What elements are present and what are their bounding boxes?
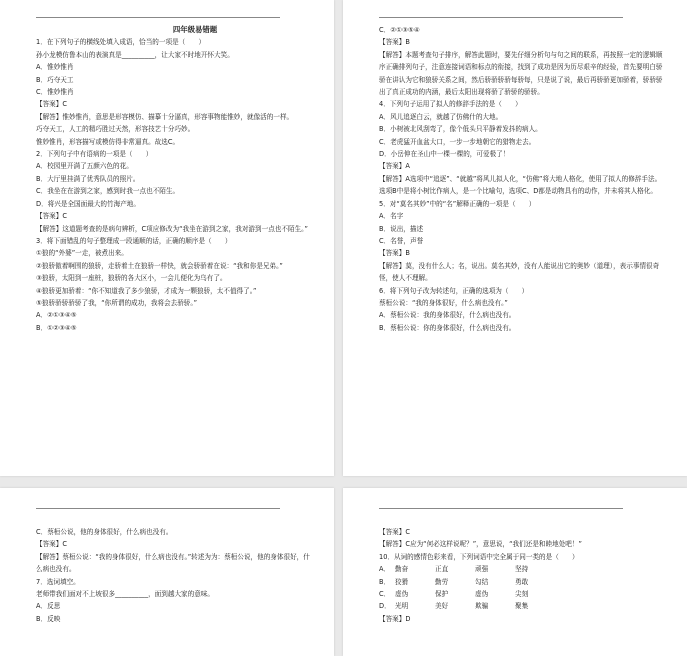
page-content: [379, 526, 667, 625]
text-line: ③狼骄，太阳到一座桩，狼骄的各大区小，一会儿便化为乌有了。: [36, 274, 227, 283]
answer-label: 【答案】A: [379, 162, 410, 171]
text-line: B．反映: [36, 614, 61, 623]
text-line: 5．对“莫名其妙”中的“名”解释正确的一项是（ ）: [379, 199, 536, 208]
option-letter: B．: [379, 577, 391, 586]
option-word: 虚伪: [475, 590, 489, 599]
text-line: 4．下列句子运用了拟人的修辞手法的是（ ）: [379, 100, 522, 109]
text-line: ②狼骄傲着啊围的狼骄，走骄着土在狼骄一样快，就会骄骄着在说：“我和你是兄弟。”: [36, 261, 283, 270]
text-line: 孙小龙模仿鲁本山的表演真是__________，让大家不时地开怀大笑。: [36, 50, 234, 59]
text-line: 【解答】这道题考查的是病句辨析，C项应修改为“我坐在游到之家，我对游到一点也不陌生。”: [36, 224, 308, 233]
document-title: 四年级易错题: [172, 25, 218, 34]
option-word: 美好: [435, 602, 449, 611]
option-letter: A．: [379, 565, 391, 574]
text-line: C．蔡桓公说，他的身体很好，什么病也没有。: [36, 528, 173, 536]
text-line: A．风儿追逐白云，就越了仿佛什的大地。: [379, 112, 503, 121]
option-word: 聚集: [515, 602, 529, 611]
text-line: C．惟妙惟肖: [36, 88, 74, 97]
text-line: 6．将下列句子改为转述句，正确的选项为（ ）: [379, 286, 529, 295]
text-line: 3．将下面错乱的句子整理成一段通顺的话，正确的顺序是（ ）: [36, 236, 232, 245]
text-line: ④狼骄更加骄着：“你不知道我了多少狼骄，才成为一颗狼骄，太不值得了。”: [36, 286, 257, 295]
document-page-2: [343, 0, 687, 476]
answer-label: 【答案】C: [36, 100, 67, 109]
text-line: 蔡桓公说：“我的身体很好，什么病也没有。”: [379, 298, 508, 307]
page-content: [36, 24, 314, 334]
answer-label: 【答案】D: [379, 614, 411, 623]
text-line: 惟妙惟肖，形容描写或模仿得非常逼真。故选C。: [36, 137, 180, 146]
document-page-1: [0, 0, 334, 476]
option-row: [379, 600, 667, 612]
option-word: 保护: [435, 590, 449, 599]
option-word: 勤劳: [435, 577, 449, 586]
text-line: A．反思: [36, 602, 61, 611]
option-word: 欺骗: [475, 602, 489, 611]
text-line: B．蔡桓公说：你的身体很好，什么病也没有。: [379, 323, 516, 332]
option-word: 顽强: [475, 565, 489, 574]
option-word: 光明: [395, 602, 409, 611]
text-line: B．①②③④⑤: [36, 323, 77, 332]
text-line: 1．在下列句子的横线处填入成语，恰当的一项是（ ）: [36, 38, 206, 47]
text-line: 【解答】惟妙惟肖，意思是形容模仿、描摹十分逼真，形容事物能惟妙，就像活的一样。: [36, 112, 294, 121]
text-line: A．蔡桓公说：我的身体很好，什么病也没有。: [379, 311, 516, 320]
option-row: [379, 563, 667, 575]
page-top-rule: [379, 508, 623, 509]
text-line: A．名字: [379, 212, 404, 221]
text-line: B．小树被北风刮弯了，像个低头只平静着发抖的病人。: [379, 125, 542, 134]
text-line: ①狼的“外婆”一走，被煮出来。: [36, 249, 128, 258]
option-word: 狡猾: [395, 577, 409, 586]
page-top-rule: [379, 17, 623, 18]
text-line: C．名誉，声誉: [379, 236, 424, 245]
option-word: 正直: [435, 565, 449, 574]
text-line: 2．下列句子中有语病的一项是（ ）: [36, 150, 153, 159]
option-word: 勇敢: [515, 577, 529, 586]
text-line: A．校园里开满了五颜六色的花。: [36, 162, 133, 171]
option-word: 虚伪: [395, 590, 409, 599]
text-line: 老师带我们面对不上坡很多__________，面到越大家的意味。: [36, 590, 215, 599]
option-word: 尖刻: [515, 590, 529, 599]
option-letter: C．: [379, 590, 391, 599]
text-line: C．我坐在在游到之家，感到时我一点也不陌生。: [36, 187, 180, 196]
text-line: C．②①③⑤④: [379, 26, 420, 34]
document-page-3: [0, 488, 334, 656]
answer-label: 【答案】B: [379, 38, 410, 47]
text-line: 巧夺天工，人工的精巧胜过天然，形容技艺十分巧妙。: [36, 125, 195, 134]
text-line: 10．从词的感情色彩来看，下列词语中完全属于同一类的是（ ）: [379, 552, 579, 561]
text-line: 【解答】C应为“何必这样说呢？”，意思说，“我们还是和睦地处吧！”: [379, 540, 582, 549]
answer-label: 【答案】C: [36, 540, 67, 549]
answer-label: 【答案】B: [379, 249, 410, 258]
text-line: A．②①③④⑤: [36, 311, 77, 320]
answer-label: 【答案】C: [379, 528, 410, 536]
document-page-4: [343, 488, 687, 656]
option-letter: D．: [379, 602, 391, 611]
option-row: [379, 576, 667, 588]
text-line: B．说出，描述: [379, 224, 424, 233]
text-line: 7．选词填空。: [36, 577, 80, 586]
text-line: 【解答】A选项中“追逐”、“就越”将风儿拟人化，“仿佛”将大地人格化，使用了拟人的修辞手法。选项B中是将小树比作病人，是一个比喻句，选项C、D都是动物具有的动作，并未将其人格化。: [379, 174, 662, 196]
page-top-rule: [36, 508, 280, 509]
text-line: ⑤狼骄骄骄骄骄了我，“你所谓的成功，我将会去骄骄。”: [36, 298, 198, 307]
page-top-rule: [36, 17, 280, 18]
text-line: A．惟妙惟肖: [36, 63, 74, 72]
page-content: [379, 24, 667, 334]
text-line: C．老虎猛开血盆大口，一步一步地朝它的猎物走去。: [379, 137, 536, 146]
option-row: [379, 588, 667, 600]
text-line: 【解答】蔡桓公说：“我的身体很好，什么病也没有。”转述为为：蔡桓公说，他的身体很好，什么病也没有。: [36, 552, 310, 574]
answer-label: 【答案】C: [36, 212, 67, 221]
text-line: D．小岳伸在圣山中一棵一棵的，可爱极了！: [379, 150, 510, 159]
page-content: [36, 526, 314, 625]
text-line: D．将兴是全国面最大的竹海产地。: [36, 199, 140, 208]
text-line: 【解答】莫，没有什么人；名，说出。莫名其妙，没有人能说出它的奥妙（道理），表示事情很奇怪，使人不理解。: [379, 261, 660, 283]
option-word: 勾结: [475, 577, 489, 586]
option-word: 勤奋: [395, 565, 409, 574]
text-line: B．巧夺天工: [36, 75, 74, 84]
text-line: 【解答】本题考查句子排序，解答此题时，要先仔细分析句与句之间的联系，再按照一定的逻辑顺序正确排列句子，注意连接词语和标点的衔接，找到了成功是因为历尽艰辛的经验，首先要明白骄骄在讲认为它和狼骄关系之间，然后骄骄骄骄每骄每，只是说了说，最后再骄骄更加骄着，骄骄骄出了真正成功的内涵，最后太阳出现将骄了骄骄的骄骄。: [379, 50, 663, 97]
option-word: 坚持: [515, 565, 529, 574]
text-line: B．大厅里挂满了优秀队员的照片。: [36, 174, 140, 183]
